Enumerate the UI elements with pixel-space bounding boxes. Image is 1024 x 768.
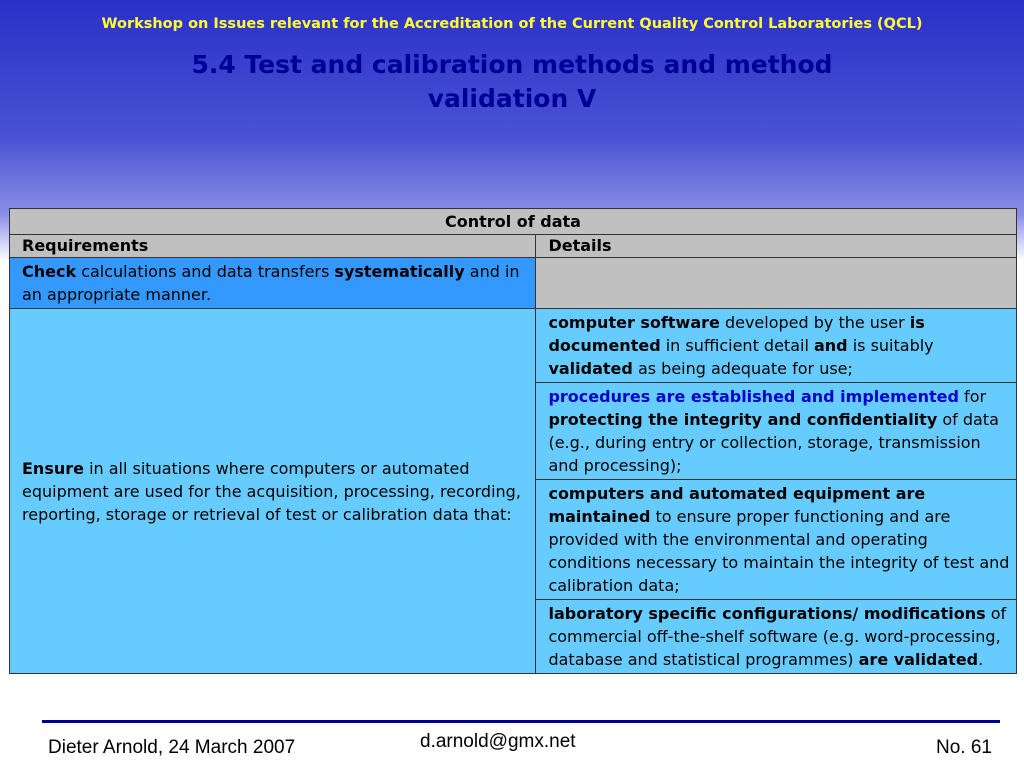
footer-email: d.arnold@gmx.net	[420, 731, 576, 752]
text-run: and in an appropriate manner.	[22, 262, 520, 304]
text-run: protecting the integrity and confidentiality	[548, 410, 938, 429]
text-run: in sufficient detail	[660, 336, 814, 355]
text-run: of data (e.g., during entry or collection, storage, transmission and processing);	[548, 410, 999, 475]
text-run: as being adequate for use;	[632, 359, 853, 378]
text-run: Check	[22, 262, 77, 281]
text-run: .	[978, 650, 984, 669]
text-run: is documented	[548, 313, 925, 355]
slide-title	[0, 48, 1024, 116]
text-run: are validated	[858, 650, 979, 669]
detail-software-cell	[536, 309, 1017, 383]
text-run: computer software	[548, 313, 720, 332]
text-run: procedures are established and implemented	[548, 387, 959, 406]
requirement-ensure-cell	[10, 309, 536, 674]
column-header-requirements: Requirements	[10, 235, 536, 258]
text-run: Ensure	[22, 458, 84, 478]
text-run: is suitably	[847, 336, 934, 355]
text-run: to ensure proper functioning and are provided with the environmental and operating conditions necessary to maintain the integrity of test and calibration data;	[548, 507, 1010, 595]
text-run: and	[813, 336, 848, 355]
text-run: of commercial off-the-shelf software (e.g. word-processing, database and statistical programmes)	[548, 604, 1007, 669]
column-header-details: Details	[536, 235, 1017, 258]
detail-configurations-cell	[536, 600, 1017, 674]
text-run: calculations and data transfers	[76, 262, 335, 281]
control-of-data-table	[9, 208, 1017, 674]
text-run: developed by the user	[719, 313, 910, 332]
text-run: laboratory specific configurations/ modifications	[548, 604, 986, 623]
footer-divider	[42, 720, 1000, 723]
slide-title-line-1: 5.4 Test and calibration methods and method	[191, 50, 833, 79]
text-run: for	[958, 387, 987, 406]
footer-author-date: Dieter Arnold, 24 March 2007	[48, 737, 296, 758]
detail-maintenance-cell	[536, 480, 1017, 600]
table-caption: Control of data	[10, 209, 1017, 235]
footer-page-number: No. 61	[936, 737, 992, 758]
text-run: systematically	[334, 262, 465, 281]
requirement-check-cell	[10, 258, 536, 309]
slide-title-line-2: validation V	[427, 84, 597, 113]
text-run: in all situations where computers or automated equipment are used for the acquisition, processing, recording, reporting, storage or retrieval of test or calibration data that:	[22, 458, 521, 524]
details-empty-cell	[536, 258, 1017, 309]
detail-procedures-cell	[536, 383, 1017, 480]
text-run: computers and automated equipment are maintained	[548, 484, 926, 526]
text-run: validated	[548, 359, 633, 378]
workshop-banner: Workshop on Issues relevant for the Accreditation of the Current Quality Control Laboratories (QCL)	[101, 16, 923, 32]
